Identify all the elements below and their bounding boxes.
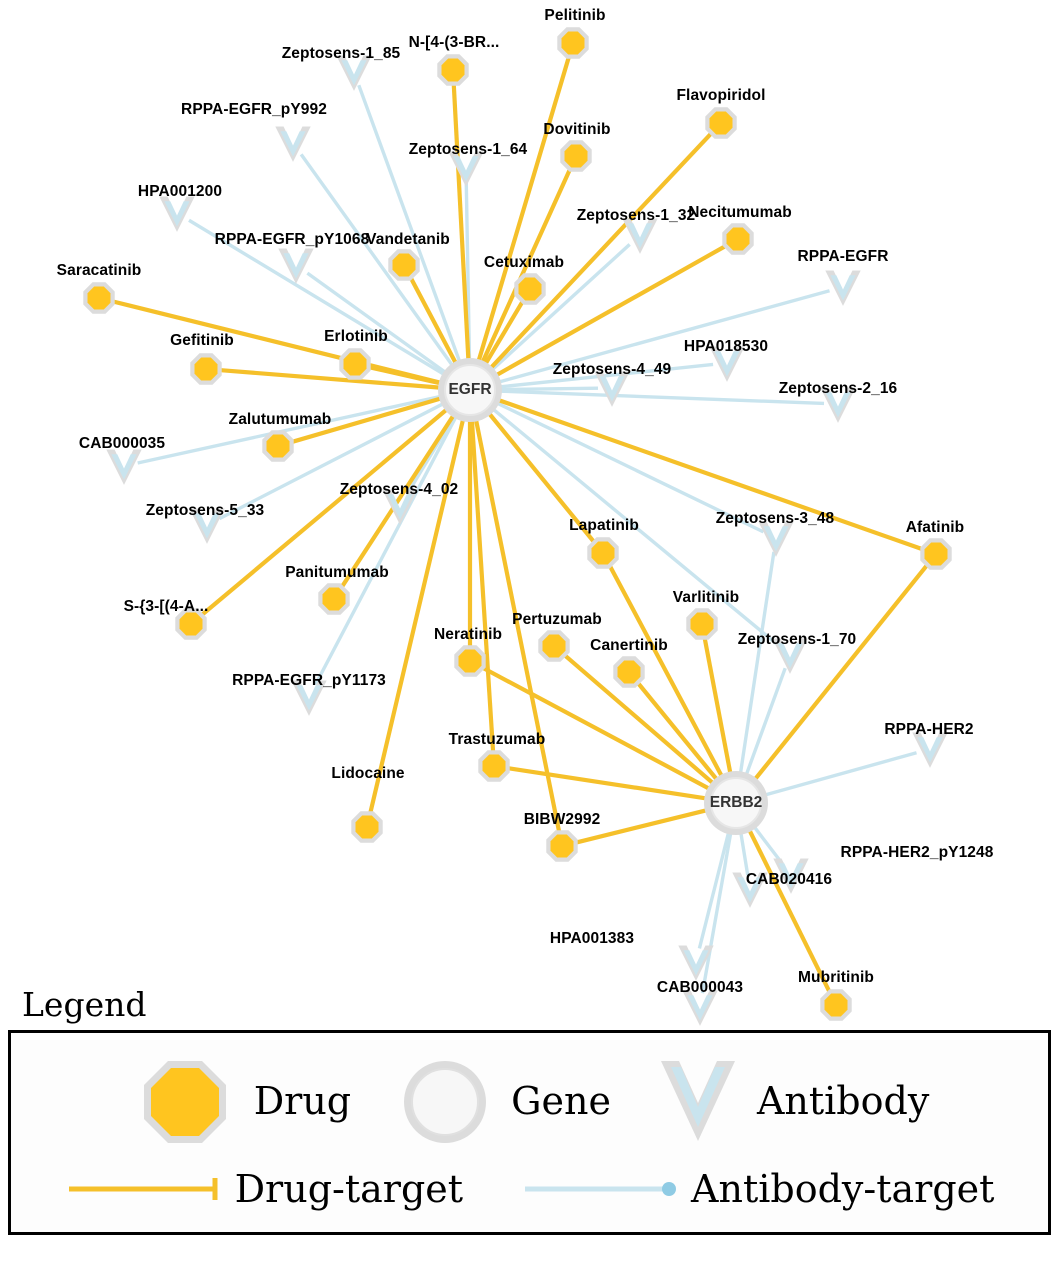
legend-label-drug: Drug — [253, 1079, 352, 1123]
drug-node[interactable] — [195, 358, 218, 381]
legend-box — [8, 1030, 1051, 1235]
antibody-node-label: RPPA-HER2 — [884, 721, 974, 738]
antibody-target-edge — [307, 273, 445, 372]
legend-item-antibody — [653, 1053, 929, 1149]
drug-node-label: Cetuximab — [483, 254, 565, 271]
drug-node[interactable] — [710, 112, 733, 135]
drug-node[interactable] — [727, 228, 750, 251]
drug-node[interactable] — [356, 816, 379, 839]
antibody-icon — [653, 1053, 743, 1149]
antibody-node-label: Zeptosens-3_48 — [715, 510, 835, 527]
legend-node-types — [11, 1051, 1048, 1151]
drug-node-label: Mubritinib — [798, 969, 874, 986]
antibody-node-label: RPPA-EGFR_pY1068 — [214, 231, 370, 248]
drug-node[interactable] — [459, 650, 482, 673]
gene-node-label: ERBB2 — [709, 794, 763, 811]
drug-target-edge — [479, 57, 569, 361]
drug-node[interactable] — [442, 59, 465, 82]
drug-node[interactable] — [691, 613, 714, 636]
legend-label-drug-target: Drug-target — [234, 1167, 464, 1211]
antibody-node-label: CAB020416 — [745, 871, 833, 888]
drug-node[interactable] — [323, 588, 346, 611]
legend-title: Legend — [22, 985, 147, 1024]
drug-node[interactable] — [393, 254, 416, 277]
drug-node-label: Lidocaine — [331, 765, 405, 782]
drug-node-label: Pertuzumab — [512, 611, 602, 628]
drug-node-label: Saracatinib — [56, 262, 142, 279]
antibody-target-edge — [741, 833, 748, 876]
drug-node[interactable] — [565, 145, 588, 168]
antibody-node-label: Zeptosens-2_16 — [778, 380, 898, 397]
drug-node[interactable] — [519, 278, 542, 301]
antibody-node-label: Zeptosens-1_32 — [576, 207, 696, 224]
drug-node-label: Zalutumumab — [228, 411, 332, 428]
drug-node-label: Gefitinib — [170, 332, 234, 349]
drug-target-edge — [342, 415, 453, 586]
drug-node[interactable] — [925, 543, 948, 566]
legend — [0, 985, 1059, 1235]
antibody-node-label: Zeptosens-4_02 — [339, 481, 459, 498]
drug-target-edge-icon — [65, 1174, 225, 1204]
antibody-target-edge — [746, 668, 785, 775]
legend-item-gene — [393, 1053, 611, 1149]
drug-node-label: Lapatinib — [569, 517, 639, 534]
drug-node-label: Dovitinib — [543, 121, 611, 138]
antibody-target-edge — [500, 391, 824, 403]
drug-node[interactable] — [267, 435, 290, 458]
antibody-node-label: Zeptosens-1_85 — [281, 45, 401, 62]
drug-target-edge — [749, 830, 829, 992]
antibody-node-label: RPPA-HER2_pY1248 — [840, 844, 994, 861]
drug-node-label: Panitumumab — [285, 564, 389, 581]
gene-node-label: EGFR — [448, 381, 492, 398]
drug-node-label: Pelitinib — [544, 7, 606, 24]
legend-edge-types — [11, 1160, 1048, 1218]
antibody-node-label: Zeptosens-4_49 — [552, 361, 672, 378]
antibody-node-halo — [825, 270, 860, 305]
drug-node[interactable] — [618, 661, 641, 684]
drug-node-label: Trastuzumab — [448, 731, 546, 748]
drug-node[interactable] — [551, 835, 574, 858]
drug-node-label: Flavopiridol — [676, 87, 766, 104]
drug-node[interactable] — [88, 287, 111, 310]
drug-node[interactable] — [562, 32, 585, 55]
antibody-node-label: HPA001200 — [137, 183, 223, 200]
drug-node-label: Varlitinib — [672, 589, 740, 606]
drug-node-label: BIBW2992 — [523, 811, 601, 828]
drug-node-label: Necitumumab — [688, 204, 792, 221]
antibody-node-halo — [106, 449, 141, 484]
legend-item-drug-target — [65, 1167, 463, 1211]
antibody-node-label: RPPA-EGFR — [797, 248, 889, 265]
legend-label-gene: Gene — [511, 1079, 611, 1123]
drug-node-label: Afatinib — [905, 519, 965, 536]
antibody-node-label: HPA001383 — [549, 930, 635, 947]
drug-node-label: Erlotinib — [324, 328, 388, 345]
drug-node[interactable] — [592, 542, 615, 565]
antibody-node-label: RPPA-EGFR_pY1173 — [232, 672, 386, 689]
drug-target-edge — [498, 400, 922, 549]
drug-icon — [130, 1053, 240, 1149]
legend-item-drug — [130, 1053, 351, 1149]
antibody-node-label: RPPA-EGFR_pY992 — [181, 101, 327, 118]
drug-node-label: Canertinib — [590, 637, 668, 654]
antibody-node-label: Zeptosens-1_70 — [737, 631, 857, 648]
legend-label-antibody-target: Antibody-target — [691, 1167, 995, 1211]
drug-node[interactable] — [543, 635, 566, 658]
gene-icon — [393, 1053, 497, 1149]
antibody-target-edge-icon — [521, 1174, 681, 1204]
drug-node-label: N-[4-(3-BR... — [408, 34, 500, 51]
drug-target-edge — [755, 566, 927, 780]
antibody-node-label: Zeptosens-5_33 — [145, 502, 265, 519]
antibody-node-label: CAB000035 — [78, 435, 166, 452]
antibody-node-halo — [275, 126, 310, 161]
drug-target-edge — [472, 420, 493, 751]
legend-label-antibody: Antibody — [756, 1079, 930, 1123]
drug-node-label: Neratinib — [433, 626, 503, 643]
antibody-target-edge — [500, 388, 598, 389]
drug-node-label: S-{3-[(4-A... — [123, 598, 209, 615]
antibody-node-label: Zeptosens-1_64 — [408, 141, 528, 158]
antibody-node-label: HPA018530 — [683, 338, 769, 355]
antibody-node-label: CAB000043 — [656, 979, 744, 996]
drug-node-label: Vandetanib — [366, 231, 450, 248]
antibody-node-halo — [159, 196, 194, 231]
legend-item-antibody-target — [521, 1167, 994, 1211]
drug-node[interactable] — [344, 353, 367, 376]
antibody-target-edge — [765, 753, 917, 795]
drug-node[interactable] — [483, 755, 506, 778]
